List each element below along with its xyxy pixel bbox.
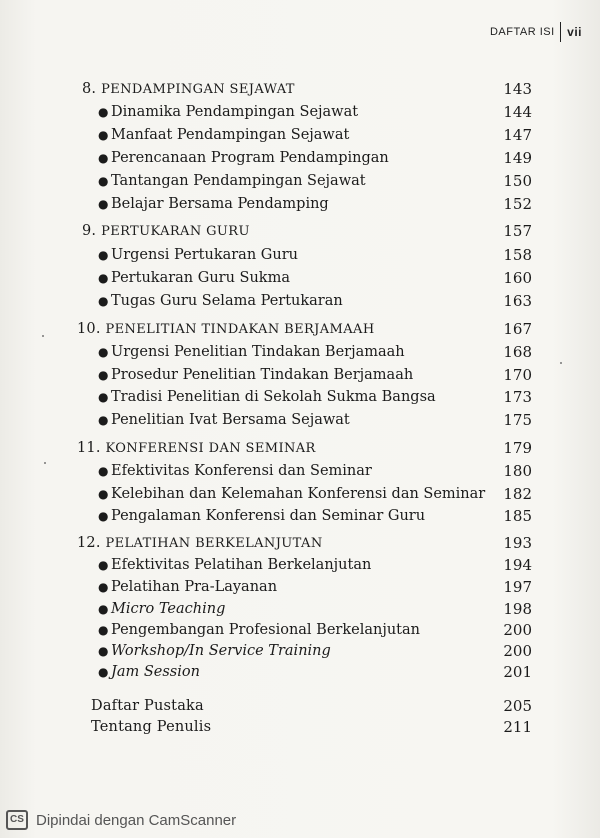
scanner-text: Dipindai dengan CamScanner: [36, 811, 237, 829]
item-title: Micro Teaching: [111, 601, 226, 617]
page-folio: vii: [567, 25, 582, 39]
page-number: 194: [503, 556, 532, 574]
toc-item: [0, 598, 600, 620]
bullet-icon: ●: [98, 413, 109, 427]
page-number: 150: [503, 172, 532, 190]
page-number: 170: [503, 366, 532, 384]
page-number: 143: [503, 80, 532, 98]
toc-item: [0, 505, 600, 527]
toc-item: [0, 386, 600, 408]
toc-item: [0, 341, 600, 363]
bullet-icon: ●: [98, 368, 109, 382]
chapter-number: 8.: [82, 81, 97, 97]
toc-item: [0, 147, 600, 169]
item-title: Efektivitas Pelatihan Berkelanjutan: [111, 557, 372, 573]
item-title: Efektivitas Konferensi dan Seminar: [111, 463, 372, 479]
page-number: 193: [503, 534, 532, 552]
chapter-title: PERTUKARAN GURU: [101, 224, 250, 239]
toc-chapter-9: [0, 220, 600, 242]
item-title: Tradisi Penelitian di Sekolah Sukma Bangsa: [111, 389, 436, 405]
chapter-title: PENELITIAN TINDAKAN BERJAMAAH: [105, 322, 375, 337]
bullet-icon: ●: [98, 509, 109, 523]
page-number: 197: [503, 578, 532, 596]
page-number: 152: [503, 195, 532, 213]
bullet-icon: ●: [98, 345, 109, 359]
page-number: 163: [503, 292, 532, 310]
bullet-icon: ●: [98, 294, 109, 308]
bullet-icon: ●: [98, 580, 109, 594]
bullet-icon: ●: [98, 128, 109, 142]
page-number: 175: [503, 411, 532, 429]
toc-item: [0, 193, 600, 215]
page-number: 179: [503, 439, 532, 457]
toc-item: [0, 364, 600, 386]
item-title: Kelebihan dan Kelemahan Konferensi dan Seminar: [111, 486, 486, 502]
bullet-icon: ●: [98, 174, 109, 188]
bullet-icon: ●: [98, 197, 109, 211]
item-title: Urgensi Penelitian Tindakan Berjamaah: [111, 344, 405, 360]
page-number: 205: [503, 697, 532, 715]
running-head-title: DAFTAR ISI: [489, 26, 555, 38]
page-number: 185: [503, 507, 532, 525]
toc-item: [0, 267, 600, 289]
running-head: [490, 22, 582, 42]
bullet-icon: ●: [98, 105, 109, 119]
toc-item: [0, 576, 600, 598]
page-number: 149: [503, 149, 532, 167]
chapter-number: 10.: [77, 321, 101, 337]
toc-back-tentang-penulis: [0, 716, 600, 738]
toc-item: [0, 170, 600, 192]
bullet-icon: ●: [98, 487, 109, 501]
toc-back-daftar-pustaka: [0, 695, 600, 717]
toc-chapter-8: [0, 78, 600, 100]
bullet-icon: ●: [98, 665, 109, 679]
page-number: 144: [503, 103, 532, 121]
page-number: 200: [503, 621, 532, 639]
toc-chapter-11: [0, 437, 600, 459]
bullet-icon: ●: [98, 248, 109, 262]
toc-item: [0, 460, 600, 482]
bullet-icon: ●: [98, 558, 109, 572]
item-title: Jam Session: [111, 664, 200, 680]
toc-item: [0, 124, 600, 146]
toc-item: [0, 554, 600, 576]
item-title: Tantangan Pendampingan Sejawat: [111, 173, 366, 189]
bullet-icon: ●: [98, 271, 109, 285]
camscanner-logo-icon: CS: [6, 810, 28, 830]
item-title: Pelatihan Pra-Layanan: [111, 579, 278, 595]
toc-item: [0, 244, 600, 266]
toc-item: [0, 619, 600, 641]
item-title: Pengalaman Konferensi dan Seminar Guru: [111, 508, 426, 524]
page-number: 201: [503, 663, 532, 681]
toc-item: [0, 483, 600, 505]
page-number: 198: [503, 600, 532, 618]
page-number: 168: [503, 343, 532, 361]
chapter-title: PENDAMPINGAN SEJAWAT: [101, 82, 295, 97]
back-matter-title: Tentang Penulis: [91, 719, 212, 735]
back-matter-title: Daftar Pustaka: [91, 698, 204, 714]
toc-chapter-10: [0, 318, 600, 340]
page-number: 147: [503, 126, 532, 144]
bullet-icon: ●: [98, 602, 109, 616]
toc-chapter-12: [0, 532, 600, 554]
item-title: Belajar Bersama Pendamping: [111, 196, 329, 212]
toc-item: [0, 661, 600, 683]
item-title: Penelitian Ivat Bersama Sejawat: [111, 412, 350, 428]
chapter-title: KONFERENSI DAN SEMINAR: [105, 441, 316, 456]
bullet-icon: ●: [98, 464, 109, 478]
toc-item: [0, 640, 600, 662]
page-number: 173: [503, 388, 532, 406]
item-title: Prosedur Penelitian Tindakan Berjamaah: [111, 367, 414, 383]
bullet-icon: ●: [98, 623, 109, 637]
item-title: Workshop/In Service Training: [111, 643, 331, 659]
bullet-icon: ●: [98, 644, 109, 658]
item-title: Pertukaran Guru Sukma: [111, 270, 290, 286]
page-number: 157: [503, 222, 532, 240]
item-title: Perencanaan Program Pendampingan: [111, 150, 389, 166]
toc-item: [0, 409, 600, 431]
page-number: 160: [503, 269, 532, 287]
page-number: 158: [503, 246, 532, 264]
camscanner-watermark: [6, 810, 236, 830]
chapter-number: 9.: [82, 223, 97, 239]
chapter-number: 11.: [77, 440, 101, 456]
item-title: Manfaat Pendampingan Sejawat: [111, 127, 350, 143]
toc-item: [0, 290, 600, 312]
chapter-number: 12.: [77, 535, 101, 551]
item-title: Dinamika Pendampingan Sejawat: [111, 104, 359, 120]
page-number: 200: [503, 642, 532, 660]
running-head-divider: [560, 22, 562, 42]
item-title: Pengembangan Profesional Berkelanjutan: [111, 622, 420, 638]
toc-item: [0, 101, 600, 123]
chapter-title: PELATIHAN BERKELANJUTAN: [105, 536, 323, 551]
bullet-icon: ●: [98, 390, 109, 404]
page-number: 211: [503, 718, 532, 736]
page-number: 180: [503, 462, 532, 480]
page-number: 167: [503, 320, 532, 338]
bullet-icon: ●: [98, 151, 109, 165]
item-title: Tugas Guru Selama Pertukaran: [111, 293, 343, 309]
page-number: 182: [503, 485, 532, 503]
item-title: Urgensi Pertukaran Guru: [111, 247, 298, 263]
